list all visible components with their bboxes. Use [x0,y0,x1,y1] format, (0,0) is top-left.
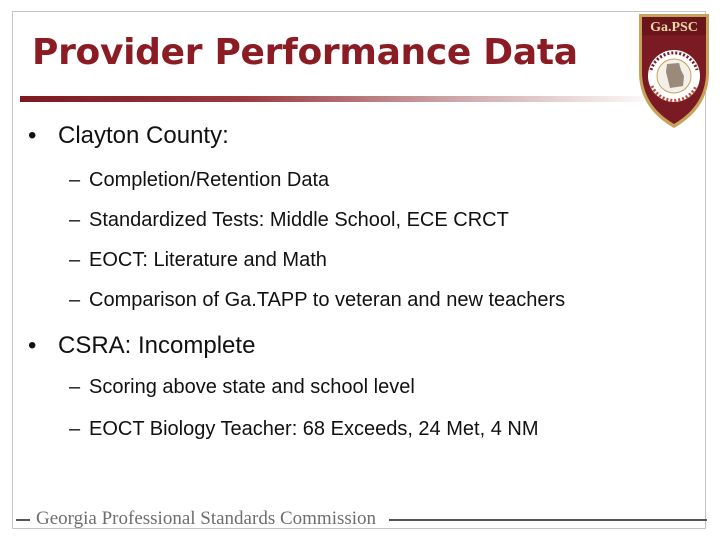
sub-bullet-item [69,249,327,272]
bullet-text: Clayton County: [58,122,229,149]
sub-bullet-text: Scoring above state and school level [89,376,415,398]
sub-bullet-item [69,376,415,399]
bullet-item [28,332,256,360]
sub-bullet-text: Comparison of Ga.TAPP to veteran and new teachers [89,289,566,311]
logo-text: Ga.PSC [650,20,698,35]
sub-bullet-dash: – [69,289,81,311]
bullet-dot: • [28,122,37,149]
sub-bullet-item [69,169,330,192]
sub-bullet-text: EOCT Biology Teacher: 68 Exceeds, 24 Met, 4 NM [89,418,539,440]
sub-bullet-dash: – [69,209,81,231]
bullet-item [28,122,229,150]
sub-bullet-dash: – [69,418,81,440]
sub-bullet-item [69,418,539,441]
sub-bullet-text: Completion/Retention Data [89,169,330,191]
footer-rule-left [16,519,30,521]
sub-bullet-text: Standardized Tests: Middle School, ECE CRCT [89,209,509,231]
bullet-dot: • [28,332,37,359]
sub-bullet-dash: – [69,376,81,398]
bullet-text: CSRA: Incomplete [58,332,256,359]
sub-bullet-dash: – [69,249,81,271]
slide-title: Provider Performance Data [32,32,578,73]
sub-bullet-text: EOCT: Literature and Math [89,249,327,271]
footer-rule-right [389,519,707,521]
footer-text: Georgia Professional Standards Commission [36,508,377,529]
sub-bullet-dash: – [69,169,81,191]
sub-bullet-item [69,289,566,312]
sub-bullet-item [69,209,509,232]
